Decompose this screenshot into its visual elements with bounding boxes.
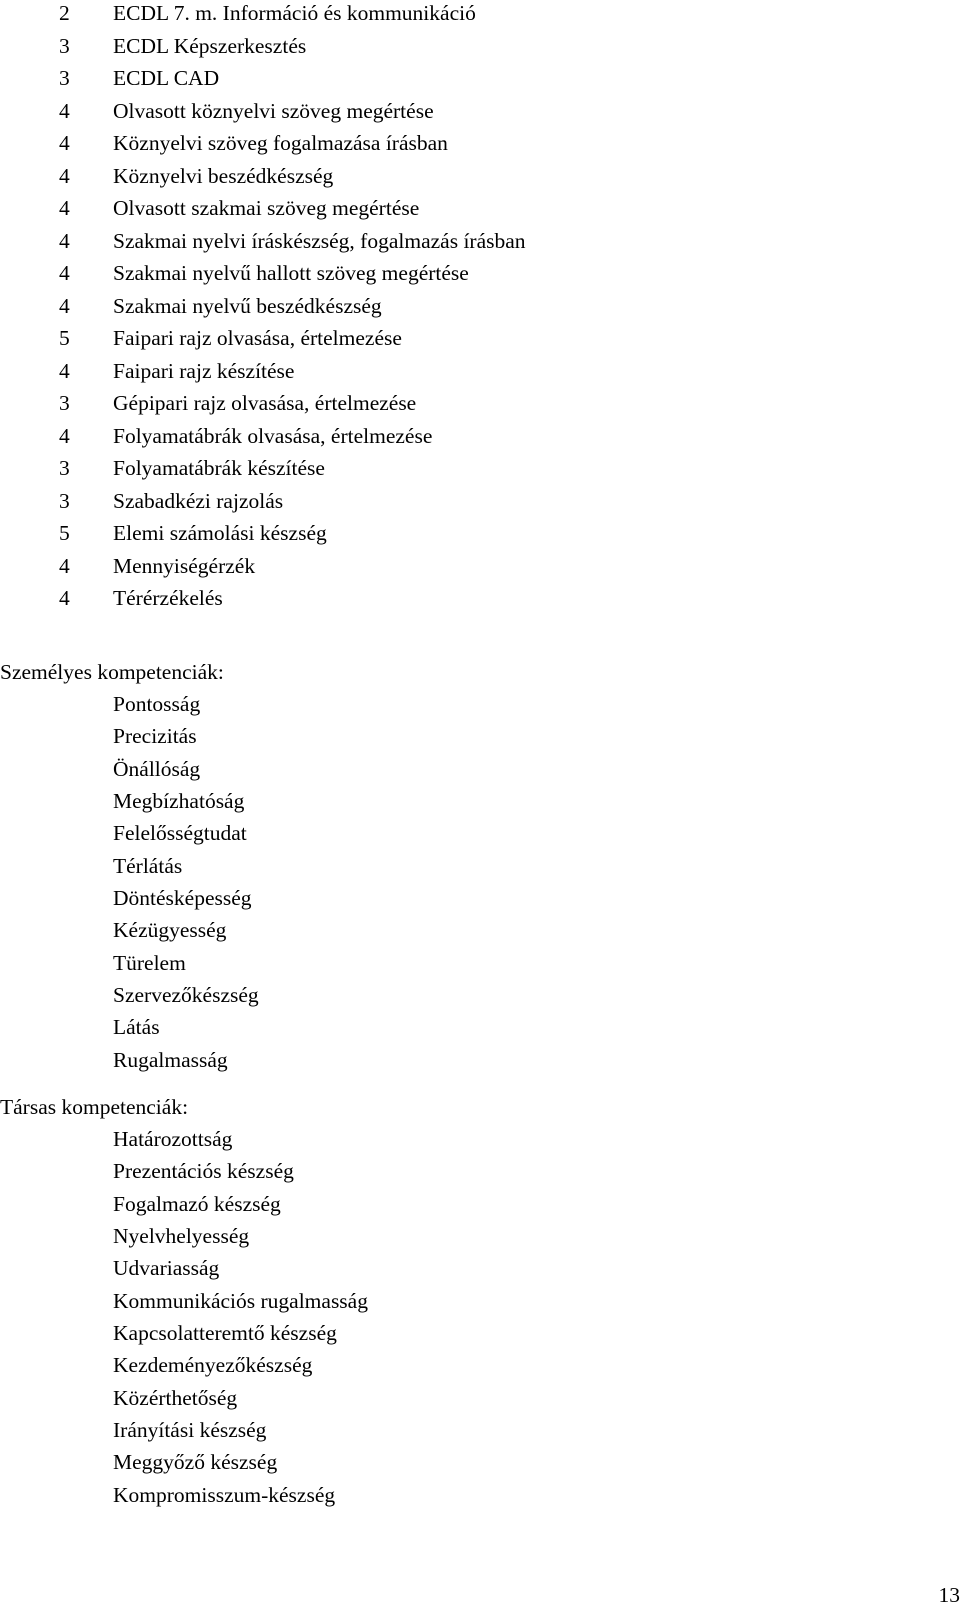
list-item: Kompromisszum-készség — [113, 1482, 336, 1507]
skill-name: Térérzékelés — [113, 586, 223, 610]
skill-name: Olvasott köznyelvi szöveg megértése — [113, 98, 434, 123]
skill-row — [0, 290, 940, 323]
skill-name: ECDL CAD — [113, 66, 220, 90]
skill-name: Elemi számolási készség — [113, 521, 327, 545]
list-item: Látás — [113, 1015, 160, 1040]
list-item: Rugalmasság — [113, 1047, 228, 1072]
skill-level: 4 — [59, 586, 70, 610]
list-item: Fogalmazó készség — [113, 1191, 281, 1216]
skill-name: Szakmai nyelvű beszédkészség — [113, 293, 382, 318]
skill-level: 4 — [59, 196, 70, 220]
list-item: Prezentációs készség — [113, 1159, 294, 1184]
skill-row — [0, 355, 940, 388]
skill-row — [0, 0, 940, 30]
skill-row — [0, 485, 940, 518]
skill-level: 5 — [59, 326, 70, 350]
skill-row — [0, 127, 940, 160]
skill-level: 4 — [59, 98, 70, 123]
list-item: Szervezőkészség — [113, 983, 259, 1008]
skill-row — [0, 192, 940, 225]
skill-row — [0, 420, 940, 453]
list-item: Kezdeményezőkészség — [113, 1353, 313, 1378]
skill-level: 4 — [59, 293, 70, 318]
list-item: Döntésképesség — [113, 886, 252, 911]
skill-level: 5 — [59, 521, 70, 545]
page-number: 13 — [938, 1583, 960, 1607]
skill-name: Szabadkézi rajzolás — [113, 488, 284, 513]
skill-name: Faipari rajz készítése — [113, 358, 295, 383]
skill-name: Olvasott szakmai szöveg megértése — [113, 196, 420, 220]
skill-name: Gépipari rajz olvasása, értelmezése — [113, 391, 417, 415]
list-item: Türelem — [113, 950, 186, 975]
skill-level: 2 — [59, 1, 70, 25]
skill-level: 3 — [59, 391, 70, 415]
list-item: Közérthetőség — [113, 1385, 238, 1410]
skill-row — [0, 387, 940, 420]
social-competencies-heading: Társas kompetenciák: — [0, 1095, 189, 1119]
skill-name: Köznyelvi szöveg fogalmazása írásban — [113, 131, 448, 155]
list-item: Térlátás — [113, 853, 183, 878]
skill-name: Faipari rajz olvasása, értelmezése — [113, 326, 402, 350]
list-item: Megbízhatóság — [113, 789, 245, 814]
skill-name: Szakmai nyelvi íráskészség, fogalmazás írásban — [113, 228, 526, 253]
list-item: Felelősségtudat — [113, 821, 247, 846]
list-item: Udvariasság — [113, 1256, 220, 1281]
list-item: Kommunikációs rugalmasság — [113, 1288, 368, 1313]
skill-row — [0, 30, 940, 63]
skill-level: 4 — [59, 358, 70, 383]
list-item: Önállóság — [113, 756, 201, 781]
skill-name: Mennyiségérzék — [113, 553, 256, 578]
skill-row — [0, 225, 940, 258]
list-item: Határozottság — [113, 1127, 233, 1151]
list-item: Kapcsolatteremtő készség — [113, 1321, 337, 1346]
list-item: Pontosság — [113, 692, 201, 716]
skill-level: 3 — [59, 456, 70, 480]
skill-name: Köznyelvi beszédkészség — [113, 163, 334, 188]
list-item: Nyelvhelyesség — [113, 1224, 250, 1249]
skill-name: Folyamatábrák készítése — [113, 456, 325, 480]
personal-competencies-list — [113, 688, 259, 1076]
list-item: Kézügyesség — [113, 918, 227, 943]
list-item: Precizitás — [113, 724, 197, 749]
skill-row — [0, 62, 940, 95]
skill-row — [0, 452, 940, 485]
skill-level: 4 — [59, 423, 70, 448]
skill-level: 3 — [59, 66, 70, 90]
skill-row — [0, 550, 940, 583]
skill-row — [0, 517, 940, 550]
skill-level: 3 — [59, 33, 70, 58]
skill-level: 4 — [59, 131, 70, 155]
skill-name: ECDL Képszerkesztés — [113, 33, 307, 58]
skill-row — [0, 160, 940, 193]
skill-row — [0, 257, 940, 290]
skill-level: 3 — [59, 488, 70, 513]
skill-level-list — [0, 0, 940, 615]
social-competencies-list — [113, 1123, 368, 1511]
skill-row — [0, 322, 940, 355]
skill-level: 4 — [59, 228, 70, 253]
skill-level: 4 — [59, 163, 70, 188]
list-item: Irányítási készség — [113, 1418, 267, 1443]
skill-level: 4 — [59, 553, 70, 578]
skill-name: Folyamatábrák olvasása, értelmezése — [113, 423, 433, 448]
skill-name: Szakmai nyelvű hallott szöveg megértése — [113, 261, 469, 285]
list-item: Meggyőző készség — [113, 1450, 278, 1475]
skill-level: 4 — [59, 261, 70, 285]
skill-row — [0, 95, 940, 128]
skill-name: ECDL 7. m. Információ és kommunikáció — [113, 1, 476, 25]
skill-row — [0, 582, 940, 615]
personal-competencies-heading: Személyes kompetenciák: — [0, 660, 224, 684]
